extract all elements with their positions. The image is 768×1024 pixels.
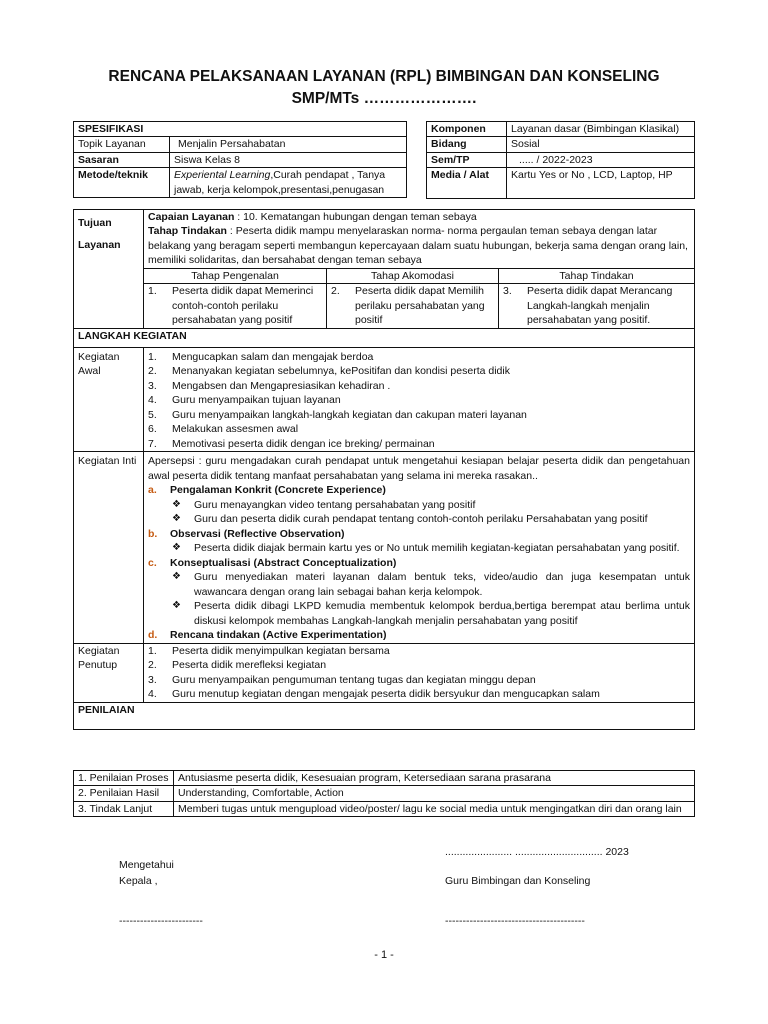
penilaian-value: Memberi tugas untuk mengupload video/poster/ lagu ke social media untuk mengingatkan diri dan orang lain bbox=[174, 801, 695, 816]
spec-value: Menjalin Persahabatan bbox=[170, 137, 407, 152]
stage-text: Peserta didik dapat Memilih perilaku persahabatan yang positif bbox=[355, 285, 485, 327]
spec-label: Sasaran bbox=[74, 152, 170, 167]
spec-table-right bbox=[426, 121, 695, 199]
date-line: ....................... .............................. 2023 bbox=[445, 846, 629, 858]
spec-value-method bbox=[170, 168, 407, 198]
stage-num: 3. bbox=[503, 285, 512, 298]
list-item: 4. Guru menutup kegiatan dengan mengajak peserta didik bersyukur dan mengucapkan salam bbox=[148, 688, 600, 701]
stage-header: Tahap Akomodasi bbox=[327, 268, 499, 283]
title-line-2: SMP/MTs …………………. bbox=[291, 90, 477, 107]
penilaian-label: 1. Penilaian Proses bbox=[74, 771, 174, 786]
signature-line-left: ------------------------ bbox=[119, 915, 203, 927]
stage-header: Tahap Tindakan bbox=[499, 268, 695, 283]
stage-num: 1. bbox=[148, 285, 157, 298]
section-a: a. Pengalaman Konkrit (Concrete Experience) bbox=[148, 484, 386, 497]
penutup-label: Kegiatan Penutup bbox=[74, 643, 144, 702]
spec-label: Sem/TP bbox=[427, 152, 507, 167]
penutup-cell bbox=[144, 643, 695, 702]
list-item: 3. Mengabsen dan Mengapresiasikan kehadiran . bbox=[148, 379, 391, 392]
tindakan-line bbox=[144, 224, 694, 267]
page-number: - 1 - bbox=[374, 949, 394, 961]
stage-text: Peserta didik dapat Memerinci contoh-contoh perilaku persahabatan yang positif bbox=[172, 285, 314, 327]
spec-label: Bidang bbox=[427, 137, 507, 152]
section-b: b. Observasi (Reflective Observation) bbox=[148, 527, 345, 540]
awal-list bbox=[148, 350, 690, 451]
stage-item bbox=[144, 284, 327, 328]
stage-item bbox=[327, 284, 499, 328]
penilaian-value: Understanding, Comfortable, Action bbox=[174, 786, 695, 801]
spec-table-left bbox=[73, 121, 407, 198]
penilaian-table bbox=[73, 770, 695, 817]
list-item: 5. Guru menyampaikan langkah-langkah kegiatan dan cakupan materi layanan bbox=[148, 408, 527, 421]
list-item: 1. Peserta didik menyimpulkan kegiatan bersama bbox=[148, 644, 390, 657]
method-italic: Experiental Learning bbox=[174, 169, 271, 182]
penilaian-header: PENILAIAN bbox=[74, 702, 695, 729]
spec-label: Metode/teknik bbox=[74, 168, 170, 198]
diamond-bullet-icon: ❖ bbox=[172, 513, 181, 525]
list-item: 2. Peserta didik merefleksi kegiatan bbox=[148, 659, 327, 672]
spec-value: Sosial bbox=[507, 137, 695, 152]
penilaian-label: 2. Penilaian Hasil bbox=[74, 786, 174, 801]
list-item: 2. Menanyakan kegiatan sebelumnya, kePositifan dan kondisi peserta didik bbox=[148, 365, 510, 378]
diamond-bullet-icon: ❖ bbox=[172, 571, 181, 583]
penilaian-value: Antusiasme peserta didik, Kesesuaian program, Ketersediaan sarana prasarana bbox=[174, 771, 695, 786]
tindakan-value: : Peserta didik mampu menyelaraskan norma- norma pergaulan teman sebaya dengan latar belakang yang beragam seperti membangun kepercayaan dalam suatu hubungan, bekerja sama dengan orang lain, memiliki solidaritas, dan bersahabat dengan teman sebaya bbox=[148, 225, 688, 267]
spec-value: Layanan dasar (Bimbingan Klasikal) bbox=[507, 122, 695, 137]
penilaian-label: 3. Tindak Lanjut bbox=[74, 801, 174, 816]
stage-text: Peserta didik dapat Merancang Langkah-langkah menjalin persahabatan yang positif. bbox=[527, 285, 673, 327]
section-d: d. Rencana tindakan (Active Experimentation) bbox=[148, 629, 387, 642]
guru-bk-label: Guru Bimbingan dan Konseling bbox=[445, 875, 591, 887]
spec-label: Topik Layanan bbox=[74, 137, 170, 152]
bullet-item: ❖ Peserta didik dibagi LKPD kemudia membentuk kelompok berdua,bertiga berempat atau berlima untuk diskusi kelompok membahas Langkah-langkah menjalin persahabatan yang positif bbox=[172, 600, 690, 627]
spec-value: Siswa Kelas 8 bbox=[170, 152, 407, 167]
spec-value: ..... / 2022-2023 bbox=[507, 152, 695, 167]
bullet-item: ❖ Guru menyediakan materi layanan dalam bentuk teks, video/audio dan juga kesempatan untuk wawancara dengan orang lain sebagai bahan kerja kelompok. bbox=[172, 571, 690, 598]
list-item: 4. Guru menyampaikan tujuan layanan bbox=[148, 394, 341, 407]
list-item: 7. Memotivasi peserta didik dengan ice breking/ permainan bbox=[148, 437, 435, 450]
langkah-header: LANGKAH KEGIATAN bbox=[74, 328, 695, 347]
inti-label: Kegiatan Inti bbox=[74, 452, 144, 643]
bullet-item: ❖ Guru dan peserta didik curah pendapat tentang contoh-contoh perilaku Persahabatan yang positif bbox=[172, 513, 648, 526]
spec-label: Komponen bbox=[427, 122, 507, 137]
method-rest: ,Curah pendapat , Tanya jawab, kerja kelompok,presentasi,penugasan bbox=[174, 169, 386, 196]
list-item: 3. Guru menyampaikan pengumuman tentang tugas dan kegiatan minggu depan bbox=[148, 673, 536, 686]
capaian-label: Capaian Layanan bbox=[148, 211, 235, 223]
capaian-line bbox=[144, 210, 694, 224]
inti-cell bbox=[144, 452, 695, 643]
bullet-item: ❖ Guru menayangkan video tentang persahabatan yang positif bbox=[172, 498, 476, 511]
document-title bbox=[0, 66, 768, 110]
tindakan-label: Tahap Tindakan bbox=[148, 225, 227, 238]
apersepsi-text: Apersepsi : guru mengadakan curah pendapat untuk mengetahui kesiapan belajar peserta didik dan pengetahuan awal peserta didik tentang manfaat persahabatan yang selama ini mereka rasakan.. bbox=[148, 455, 690, 482]
awal-cell bbox=[144, 347, 695, 451]
kepala-label: Kepala , bbox=[119, 875, 158, 887]
list-item: 6. Melakukan assesmen awal bbox=[148, 423, 299, 436]
stage-header: Tahap Pengenalan bbox=[144, 268, 327, 283]
bullet-item: ❖ Peserta didik diajak bermain kartu yes or No untuk memilih kegiatan-kegiatan persahabatan yang positif. bbox=[172, 542, 680, 555]
list-item: 1. Mengucapkan salam dan mengajak berdoa bbox=[148, 350, 374, 363]
capaian-value: : 10. Kematangan hubungan dengan teman sebaya bbox=[237, 211, 477, 223]
diamond-bullet-icon: ❖ bbox=[172, 498, 181, 510]
diamond-bullet-icon: ❖ bbox=[172, 600, 181, 612]
mengetahui-label: Mengetahui bbox=[119, 859, 174, 871]
signature-line-right: ---------------------------------------- bbox=[445, 915, 585, 927]
penutup-list bbox=[148, 644, 690, 702]
main-table bbox=[73, 209, 695, 730]
spec-label: Media / Alat bbox=[427, 168, 507, 199]
diamond-bullet-icon: ❖ bbox=[172, 542, 181, 554]
stage-num: 2. bbox=[331, 285, 340, 298]
spec-header: SPESIFIKASI bbox=[74, 122, 407, 137]
awal-label: Kegiatan Awal bbox=[74, 347, 144, 451]
tujuan-cell bbox=[144, 210, 695, 329]
stage-item bbox=[499, 284, 695, 328]
spec-value: Kartu Yes or No , LCD, Laptop, HP bbox=[507, 168, 695, 199]
stages-table bbox=[143, 268, 695, 329]
tujuan-label: Tujuan Layanan bbox=[74, 210, 144, 329]
section-c: c. Konseptualisasi (Abstract Conceptualization) bbox=[148, 556, 397, 569]
title-line-1: RENCANA PELAKSANAAN LAYANAN (RPL) BIMBINGAN DAN KONSELING bbox=[108, 68, 660, 85]
